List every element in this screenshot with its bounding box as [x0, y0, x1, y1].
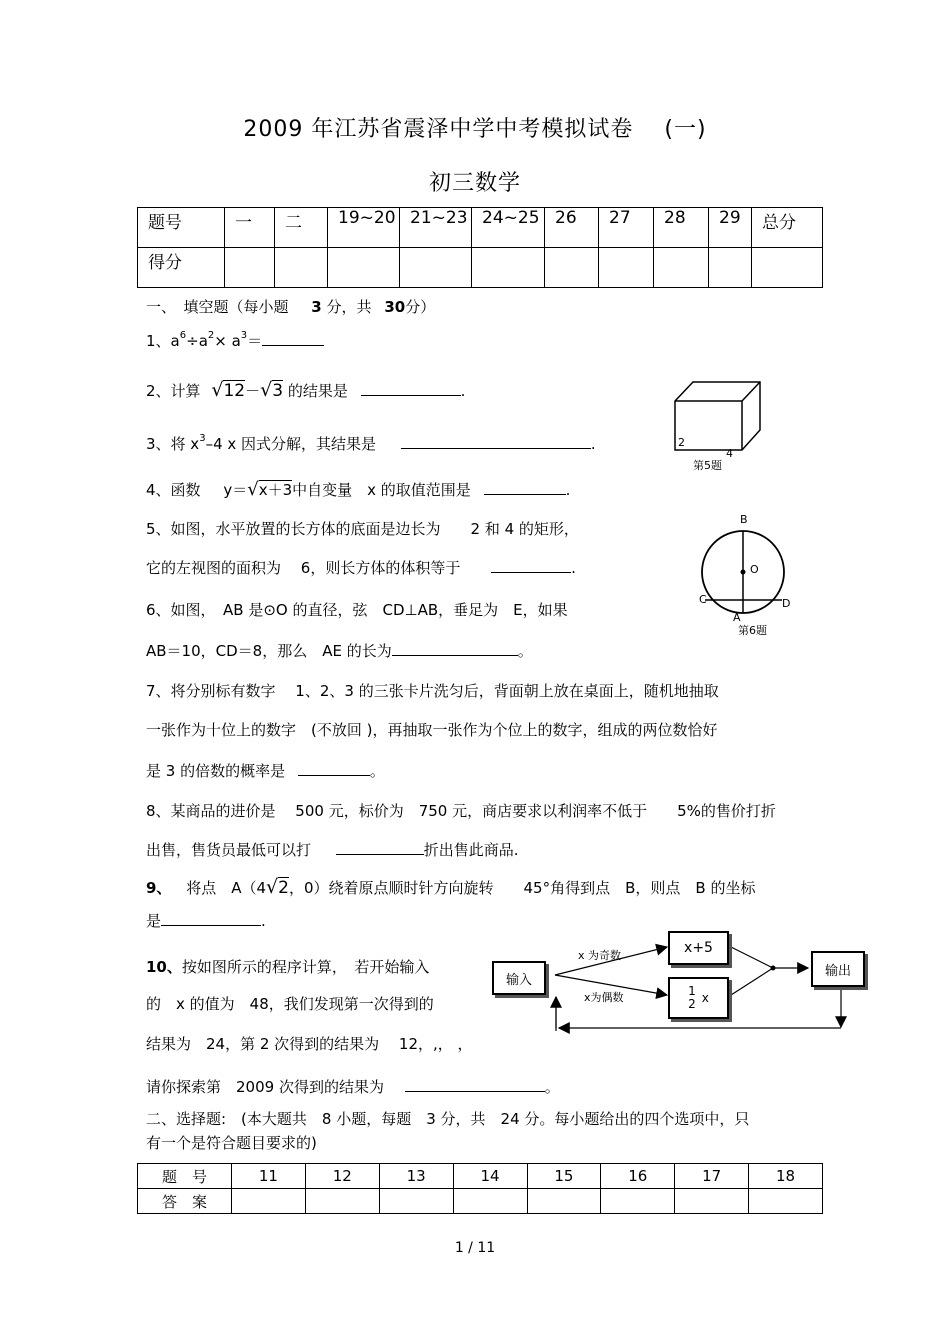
sqrt-icon: √	[260, 379, 273, 401]
radicand: 3	[272, 381, 284, 401]
table-cell[interactable]	[305, 1189, 379, 1214]
table-cell: 18	[749, 1164, 823, 1189]
q-text: –4 x 因式分解，其结果是	[205, 435, 377, 453]
page-subtitle: 初三数学	[428, 171, 521, 196]
exponent: 6	[179, 330, 187, 341]
answer-blank[interactable]	[161, 911, 261, 926]
q-text: 。	[517, 642, 533, 660]
figure-5-caption: 第5题	[693, 459, 722, 472]
exponent: 3	[240, 330, 248, 341]
answer-blank[interactable]	[491, 558, 571, 573]
table-cell: 26	[545, 208, 599, 248]
sqrt-icon: √	[211, 379, 224, 401]
exponent: 2	[207, 330, 215, 341]
q-text: 是 3 的倍数的概率是	[146, 762, 286, 780]
table-cell[interactable]	[232, 1189, 306, 1214]
section2-heading-line2: 有一个是符合题目要求的)	[146, 1134, 317, 1152]
question-8-line2	[146, 839, 519, 860]
table-cell: 总分	[752, 208, 823, 248]
table-row	[138, 208, 823, 248]
table-cell[interactable]	[749, 1189, 823, 1214]
q-text: 1、a	[146, 332, 180, 350]
question-4	[146, 479, 570, 500]
q-text: .	[460, 382, 466, 400]
page-title: 2009 年江苏省震泽中学中考模拟试卷 (一)	[243, 117, 707, 142]
heading-text: 分，共	[326, 298, 372, 316]
q-text: 将点 A（4	[186, 879, 267, 897]
q-text: 折出售此商品.	[423, 841, 519, 859]
table-cell: 一	[225, 208, 275, 248]
table-cell[interactable]	[675, 1189, 749, 1214]
question-9-line2	[146, 910, 266, 931]
question-10-line3: 结果为 24，第 2 次得到的结果为 12，,， ，	[146, 1035, 473, 1053]
exponent: 3	[199, 433, 206, 444]
answer-blank[interactable]	[401, 434, 591, 449]
q-text: 2、计算	[146, 382, 201, 400]
table-cell[interactable]	[709, 248, 752, 288]
sqrt-icon: √	[247, 479, 259, 500]
question-5-line2	[146, 557, 576, 578]
score-table	[137, 207, 823, 288]
table-cell[interactable]	[527, 1189, 601, 1214]
table-cell: 二	[275, 208, 328, 248]
q-text: × a	[214, 332, 241, 350]
q-text: －	[245, 382, 261, 400]
q-text: 3、将 x	[146, 435, 200, 453]
q-text: .	[590, 435, 596, 453]
answer-blank[interactable]	[298, 761, 370, 776]
q-text: 的结果是	[287, 382, 348, 400]
point-d-label: D	[782, 597, 791, 610]
heading-text: 一、 填空题（每小题	[146, 298, 289, 316]
table-cell[interactable]	[752, 248, 823, 288]
question-7-line1: 7、将分别标有数字 1、2、3 的三张卡片洗匀后，背面朝上放在桌面上，随机地抽取	[146, 682, 719, 700]
heading-points: 3	[311, 298, 322, 316]
point-c-label: C	[699, 593, 707, 606]
fraction-variable: x	[701, 991, 709, 1005]
table-cell[interactable]	[472, 248, 545, 288]
table-cell: 27	[599, 208, 654, 248]
table-cell: 得分	[138, 248, 225, 288]
flow-half-box	[668, 977, 729, 1019]
question-7-line2: 一张作为十位上的数字 (不放回 )，再抽取一张作为个位上的数字，组成的两位数恰好	[146, 721, 718, 739]
q-text: ÷a	[186, 332, 208, 350]
q-text: .	[571, 559, 576, 577]
circle-figure	[698, 526, 790, 624]
q-text: AB＝10，CD＝8，那么 AE 的长为	[146, 642, 392, 660]
question-5-line1: 5、如图，水平放置的长方体的底面是边长为 2 和 4 的矩形，	[146, 520, 579, 538]
question-10-line4	[146, 1076, 560, 1097]
flow-output-box: 输出	[811, 951, 865, 987]
table-row	[138, 1164, 823, 1189]
flow-odd-label: x 为奇数	[578, 949, 622, 962]
table-cell[interactable]	[599, 248, 654, 288]
table-cell[interactable]	[654, 248, 709, 288]
answer-table	[137, 1163, 823, 1214]
table-cell: 28	[654, 208, 709, 248]
table-cell: 题号	[138, 208, 225, 248]
question-6-line2	[146, 640, 533, 661]
q-text: .	[261, 912, 266, 930]
table-cell: 19~20	[328, 208, 400, 248]
table-cell: 13	[379, 1164, 453, 1189]
cuboid-length-label: 4	[726, 447, 733, 460]
answer-blank[interactable]	[361, 381, 461, 396]
q-text: 是	[146, 912, 162, 930]
table-row	[138, 1189, 823, 1214]
question-2	[146, 379, 465, 401]
flow-input-box: 输入	[492, 961, 546, 995]
q-text: 出售，售货员最低可以打	[146, 841, 312, 859]
radicand: 2	[278, 878, 289, 898]
table-cell[interactable]	[379, 1189, 453, 1214]
table-cell[interactable]	[453, 1189, 527, 1214]
table-cell: 21~23	[400, 208, 472, 248]
heading-text: 分）	[405, 298, 436, 316]
question-10-line1	[146, 956, 429, 977]
table-cell: 答 案	[138, 1189, 232, 1214]
sqrt-icon: √	[266, 876, 279, 898]
table-cell[interactable]	[545, 248, 599, 288]
section2-heading-line1: 二、选择题: (本大题共 8 小题，每题 3 分，共 24 分。每小题给出的四个选项中，只	[146, 1110, 750, 1128]
table-cell: 15	[527, 1164, 601, 1189]
point-b-label: B	[740, 513, 748, 526]
q-text: .	[565, 481, 571, 499]
answer-blank[interactable]	[392, 641, 518, 656]
fraction-numerator: 1	[688, 984, 696, 998]
table-cell: 题 号	[138, 1164, 232, 1189]
answer-blank[interactable]	[262, 331, 324, 346]
page-number: 1 / 11	[454, 1240, 496, 1256]
table-cell: 17	[675, 1164, 749, 1189]
q-text: 请你探索第 2009 次得到的结果为	[146, 1078, 384, 1096]
question-1	[146, 330, 324, 351]
table-cell: 11	[232, 1164, 306, 1189]
figure-6-caption: 第6题	[738, 624, 767, 637]
table-cell[interactable]	[328, 248, 400, 288]
table-cell[interactable]	[275, 248, 328, 288]
q-text: ，0）绕着原点顺时针方向旋转 45°角得到点 B，则点 B 的坐标	[288, 879, 756, 897]
question-8-line1: 8、某商品的进价是 500 元，标价为 750 元，商店要求以利润率不低于 5%的售价打折	[146, 802, 776, 820]
q-text: 4、函数	[146, 481, 201, 499]
q-text: 。	[369, 762, 385, 780]
fraction-denominator: 2	[688, 997, 696, 1011]
table-cell: 16	[601, 1164, 675, 1189]
flow-plus5-box: x+5	[668, 931, 729, 965]
table-cell[interactable]	[601, 1189, 675, 1214]
q-text: 按如图所示的程序计算， 若开始输入	[181, 958, 430, 976]
point-o-label: O	[750, 563, 759, 576]
q-text: ＝	[247, 332, 263, 350]
table-cell[interactable]	[225, 248, 275, 288]
table-cell: 12	[305, 1164, 379, 1189]
question-9-line1	[146, 876, 755, 898]
table-cell: 24~25	[472, 208, 545, 248]
table-row	[138, 248, 823, 288]
question-number: 9、	[146, 879, 172, 897]
answer-blank[interactable]	[336, 840, 424, 855]
table-cell[interactable]	[400, 248, 472, 288]
cuboid-width-label: 2	[678, 436, 685, 449]
section1-heading	[146, 296, 435, 317]
answer-blank[interactable]	[484, 480, 566, 495]
point-a-label: A	[733, 611, 741, 624]
radicand: 12	[223, 381, 246, 401]
question-7-line3	[146, 760, 385, 781]
table-cell: 14	[453, 1164, 527, 1189]
question-10-line2: 的 x 的值为 48，我们发现第一次得到的	[146, 995, 434, 1013]
radicand: x＋3	[258, 481, 293, 499]
question-3	[146, 433, 596, 454]
q-text: 它的左视图的面积为 6，则长方体的体积等于	[146, 559, 461, 577]
question-number: 10、	[146, 958, 182, 976]
question-6-line1: 6、如图， AB 是⊙O 的直径，弦 CD⊥AB，垂足为 E，如果	[146, 601, 568, 619]
q-text: 。	[544, 1078, 560, 1096]
q-text: 中自变量 x 的取值范围是	[292, 481, 471, 499]
table-cell: 29	[709, 208, 752, 248]
q-text: y＝	[223, 481, 248, 499]
flow-even-label: x为偶数	[584, 991, 624, 1004]
answer-blank[interactable]	[405, 1077, 545, 1092]
heading-total: 30	[384, 298, 406, 316]
